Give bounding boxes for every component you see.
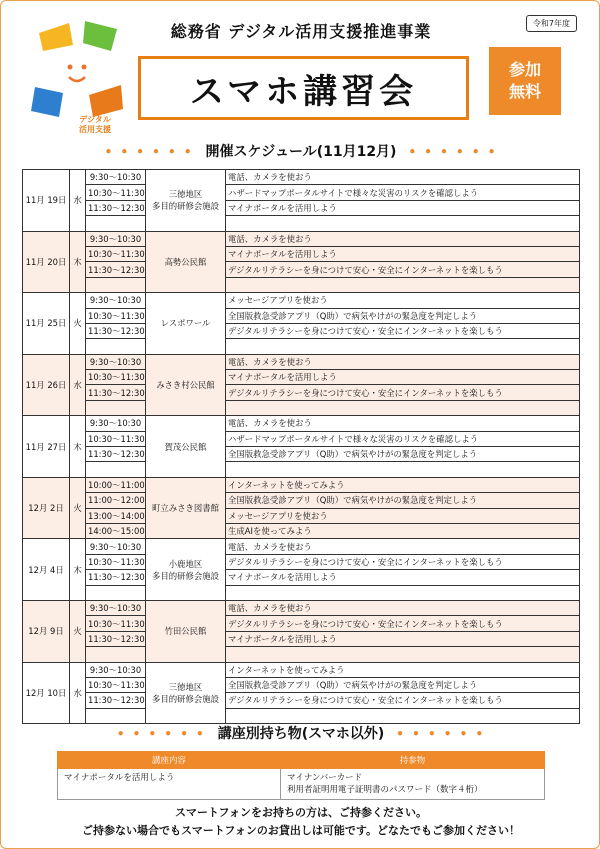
session-topic: インターネットを使ってみよう — [226, 662, 580, 677]
session-time — [86, 277, 146, 292]
session-topic — [226, 216, 580, 231]
session-time: 11:30～12:30 — [86, 200, 146, 215]
table-row — [23, 339, 580, 354]
program-subtitle: 総務省 デジタル活用支援推進事業 — [170, 22, 432, 41]
table-row — [23, 493, 580, 508]
session-topic: 全国版救急受診アプリ（Q助）で病気やけがの緊急度を判定しよう — [226, 677, 580, 692]
session-venue: 町立みさき図書館 — [146, 477, 226, 539]
session-topic: ハザードマップポータルサイトで様々な災害のリスクを確認しよう — [226, 185, 580, 200]
session-weekday: 木 — [70, 231, 86, 293]
table-row — [23, 231, 580, 246]
session-time: 10:30～11:30 — [86, 677, 146, 692]
table-row — [23, 293, 580, 308]
session-topic — [226, 277, 580, 292]
session-weekday: 火 — [70, 600, 86, 662]
session-topic: 電話、カメラを使おう — [226, 231, 580, 246]
session-date: 12月 4日 — [23, 539, 70, 601]
table-row — [23, 246, 580, 261]
footer-line-1: スマートフォンをお持ちの方は、ご持参ください。 — [175, 806, 427, 819]
schedule-heading: • • • • • • 開催スケジュール(11月12月) • • • • • • — [104, 144, 498, 160]
session-time: 11:30～12:30 — [86, 693, 146, 708]
items-list: マイナンバーカード 利用者証明用電子証明書のパスワード（数字４桁） — [281, 769, 545, 800]
session-topic: 全国版救急受診アプリ（Q助）で病気やけがの緊急度を判定しよう — [226, 493, 580, 508]
items-col-items: 持参物 — [281, 752, 545, 769]
table-row — [23, 447, 580, 462]
table-row — [23, 370, 580, 385]
table-row — [23, 216, 580, 231]
session-time — [86, 647, 146, 662]
table-row — [23, 416, 580, 431]
session-time: 14:00～15:00 — [86, 523, 146, 538]
session-time: 10:30～11:30 — [86, 308, 146, 323]
table-row — [23, 570, 580, 585]
session-date: 11月 27日 — [23, 416, 70, 478]
session-topic: 全国版救急受診アプリ（Q助）で病気やけがの緊急度を判定しよう — [226, 308, 580, 323]
session-topic: デジタルリテラシーを身につけて安心・安全にインターネットを楽しもう — [226, 616, 580, 631]
session-time: 10:30～11:30 — [86, 246, 146, 261]
session-date: 12月 2日 — [23, 477, 70, 539]
session-time — [86, 216, 146, 231]
session-time: 9:30～10:30 — [86, 293, 146, 308]
session-time: 11:30～12:30 — [86, 323, 146, 338]
table-row — [23, 385, 580, 400]
session-time: 10:30～11:30 — [86, 554, 146, 569]
session-time: 9:30～10:30 — [86, 354, 146, 369]
session-time: 10:30～11:30 — [86, 616, 146, 631]
session-topic: インターネットを使ってみよう — [226, 477, 580, 492]
session-topic: 生成AIを使ってみよう — [226, 523, 580, 538]
session-topic: マイナポータルを活用しよう — [226, 631, 580, 646]
session-time: 11:30～12:30 — [86, 262, 146, 277]
items-table — [57, 751, 545, 800]
table-row — [23, 647, 580, 662]
table-row — [23, 200, 580, 215]
logo-text: デジタル 活用支援 — [79, 115, 111, 134]
session-time: 10:30～11:30 — [86, 185, 146, 200]
items-col-course: 講座内容 — [58, 752, 281, 769]
session-topic: マイナポータルを活用しよう — [226, 246, 580, 261]
session-date: 11月 25日 — [23, 293, 70, 355]
session-time — [86, 585, 146, 600]
table-row — [23, 185, 580, 200]
session-venue: レスポワール — [146, 293, 226, 355]
session-topic — [226, 339, 580, 354]
table-row — [23, 431, 580, 446]
table-row — [23, 677, 580, 692]
table-row — [58, 769, 545, 800]
session-time: 13:00～14:00 — [86, 508, 146, 523]
session-date: 12月 10日 — [23, 662, 70, 724]
session-topic: 電話、カメラを使おう — [226, 539, 580, 554]
session-topic — [226, 400, 580, 415]
session-topic — [226, 585, 580, 600]
table-row — [23, 554, 580, 569]
table-row — [23, 170, 580, 185]
session-topic: デジタルリテラシーを身につけて安心・安全にインターネットを楽しもう — [226, 554, 580, 569]
session-topic: デジタルリテラシーを身につけて安心・安全にインターネットを楽しもう — [226, 323, 580, 338]
fiscal-year-badge: 令和7年度 — [526, 15, 577, 32]
session-venue: 高勢公民館 — [146, 231, 226, 293]
session-topic: デジタルリテラシーを身につけて安心・安全にインターネットを楽しもう — [226, 693, 580, 708]
table-row — [23, 308, 580, 323]
session-topic: マイナポータルを活用しよう — [226, 370, 580, 385]
session-topic: ハザードマップポータルサイトで様々な災害のリスクを確認しよう — [226, 431, 580, 446]
session-time: 10:00～11:00 — [86, 477, 146, 492]
session-topic — [226, 647, 580, 662]
session-time — [86, 708, 146, 723]
session-weekday: 水 — [70, 354, 86, 416]
session-venue: 賀茂公民館 — [146, 416, 226, 478]
table-row — [23, 585, 580, 600]
session-time: 9:30～10:30 — [86, 170, 146, 185]
table-row — [23, 277, 580, 292]
session-topic: デジタルリテラシーを身につけて安心・安全にインターネットを楽しもう — [226, 262, 580, 277]
session-time: 9:30～10:30 — [86, 662, 146, 677]
session-time: 11:30～12:30 — [86, 570, 146, 585]
table-row — [23, 600, 580, 615]
page-title: スマホ講習会 — [189, 71, 418, 112]
session-time: 9:30～10:30 — [86, 600, 146, 615]
session-weekday: 火 — [70, 477, 86, 539]
session-time — [86, 462, 146, 477]
table-row — [23, 539, 580, 554]
table-row — [23, 508, 580, 523]
table-row — [23, 477, 580, 492]
session-time: 11:30～12:30 — [86, 631, 146, 646]
session-weekday: 木 — [70, 416, 86, 478]
table-row — [23, 400, 580, 415]
session-topic: マイナポータルを活用しよう — [226, 570, 580, 585]
session-weekday: 水 — [70, 170, 86, 232]
session-topic: メッセージアプリを使おう — [226, 293, 580, 308]
session-time: 9:30～10:30 — [86, 231, 146, 246]
title-box — [138, 56, 469, 120]
session-venue: 三徳地区 多目的研修会施設 — [146, 170, 226, 232]
session-time: 10:30～11:30 — [86, 431, 146, 446]
session-topic — [226, 708, 580, 723]
session-topic: デジタルリテラシーを身につけて安心・安全にインターネットを楽しもう — [226, 385, 580, 400]
session-time: 9:30～10:30 — [86, 539, 146, 554]
table-row — [23, 693, 580, 708]
session-weekday: 木 — [70, 539, 86, 601]
session-date: 11月 19日 — [23, 170, 70, 232]
session-topic: メッセージアプリを使おう — [226, 508, 580, 523]
session-topic: 全国版救急受診アプリ（Q助）で病気やけがの緊急度を判定しよう — [226, 447, 580, 462]
session-venue: みさき村公民館 — [146, 354, 226, 416]
table-row — [23, 631, 580, 646]
items-heading: • • • • • • 講座別持ち物(スマホ以外) • • • • • • — [116, 726, 486, 742]
free-badge: 参加 無料 — [489, 47, 561, 115]
session-date: 12月 9日 — [23, 600, 70, 662]
table-row — [23, 616, 580, 631]
session-time — [86, 400, 146, 415]
schedule-table — [22, 169, 580, 724]
session-time: 11:30～12:30 — [86, 385, 146, 400]
items-course: マイナポータルを活用しよう — [58, 769, 281, 800]
session-time — [86, 339, 146, 354]
session-time: 11:30～12:30 — [86, 447, 146, 462]
table-row — [23, 462, 580, 477]
session-topic: 電話、カメラを使おう — [226, 170, 580, 185]
session-time: 11:00～12:00 — [86, 493, 146, 508]
session-topic: 電話、カメラを使おう — [226, 354, 580, 369]
session-venue: 竹田公民館 — [146, 600, 226, 662]
session-topic: マイナポータルを活用しよう — [226, 200, 580, 215]
table-row — [23, 323, 580, 338]
session-weekday: 水 — [70, 662, 86, 724]
session-topic — [226, 462, 580, 477]
session-topic: 電話、カメラを使おう — [226, 600, 580, 615]
session-topic: 電話、カメラを使おう — [226, 416, 580, 431]
session-date: 11月 26日 — [23, 354, 70, 416]
session-venue: 三徳地区 多目的研修会施設 — [146, 662, 226, 724]
footer-line-2: ご持参ない場合でもスマートフォンのお貸出しは可能です。どなたでもご参加ください！ — [81, 824, 521, 837]
table-row — [23, 708, 580, 723]
table-row — [23, 662, 580, 677]
session-time: 9:30～10:30 — [86, 416, 146, 431]
session-venue: 小鹿地区 多目的研修会施設 — [146, 539, 226, 601]
session-date: 11月 20日 — [23, 231, 70, 293]
session-time: 10:30～11:30 — [86, 370, 146, 385]
table-row — [23, 523, 580, 538]
table-row — [23, 262, 580, 277]
session-weekday: 火 — [70, 293, 86, 355]
table-row — [23, 354, 580, 369]
